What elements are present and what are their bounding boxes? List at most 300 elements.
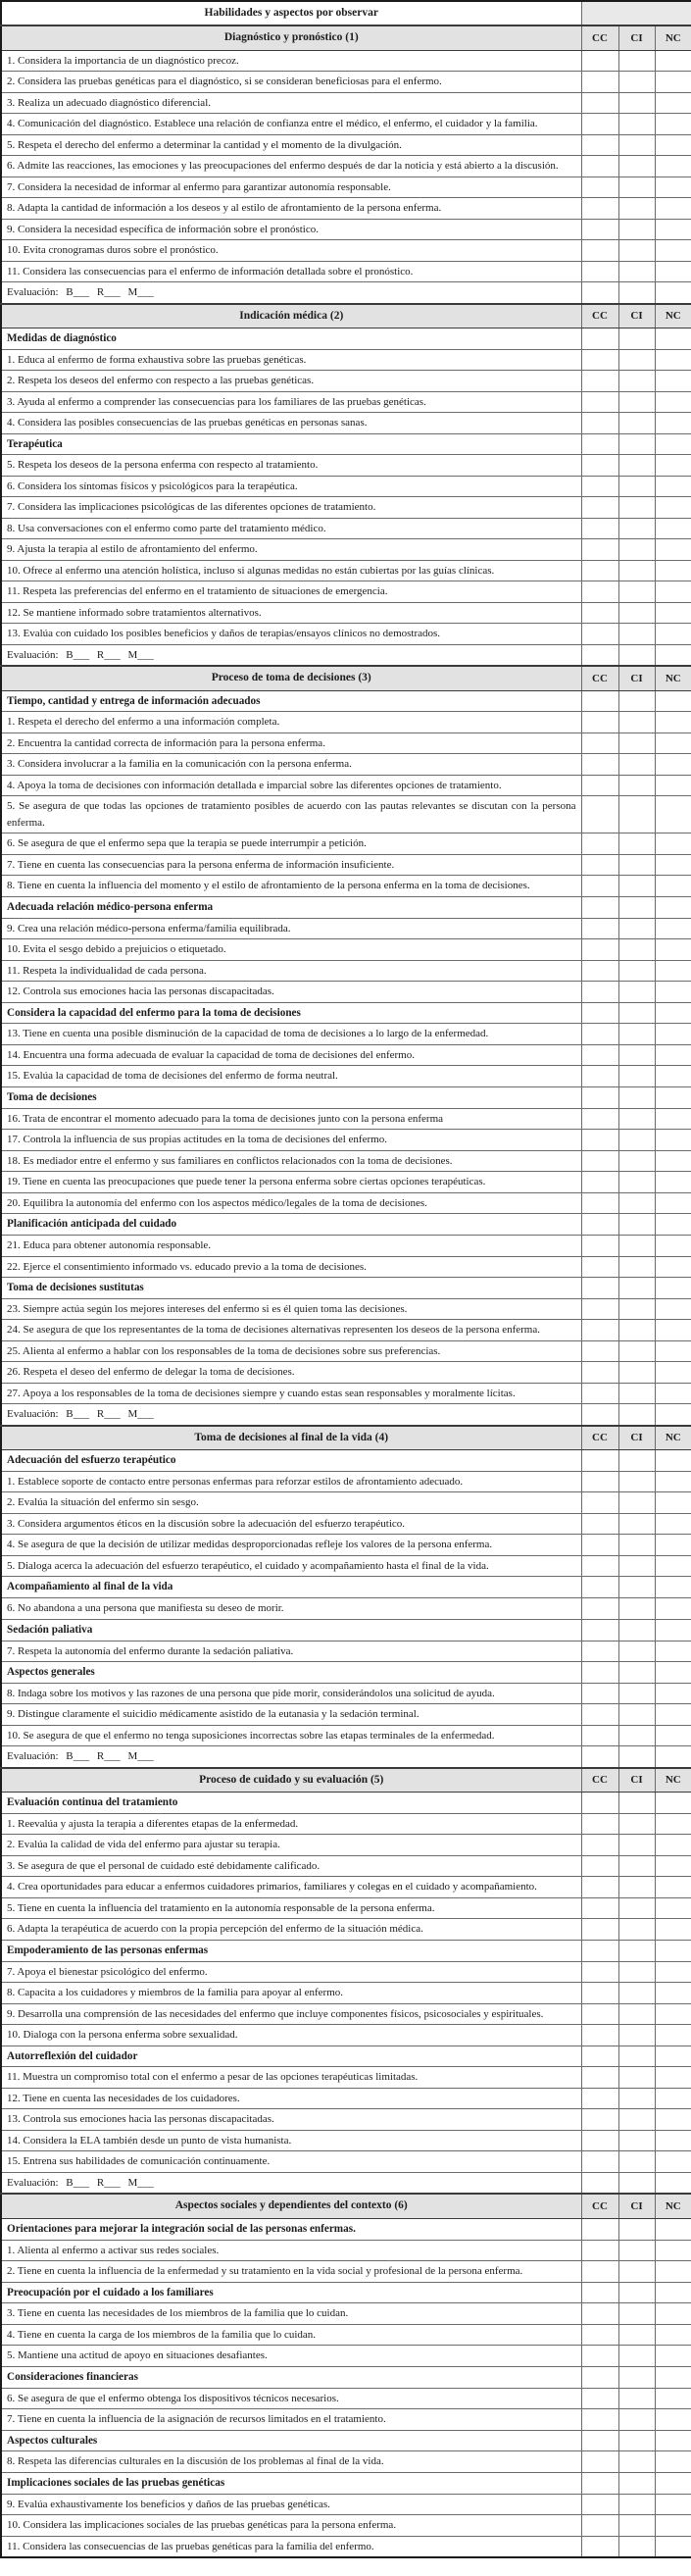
subheader-row [1,1619,691,1641]
item-text: 5. Tiene en cuenta la influencia del tratamiento en la autonomía responsable de la persona enferma. [1,1897,581,1919]
check-cell-ci [618,2536,655,2557]
section-title: Diagnóstico y pronóstico (1) [1,25,581,50]
item-row [1,1641,691,1662]
check-cell-nc [655,198,691,220]
item-text: 3. Se asegura de que el personal de cuidado esté debidamente calificado. [1,1855,581,1877]
check-cell-ci [618,1940,655,1961]
item-row [1,2130,691,2151]
check-cell-nc [655,918,691,939]
check-cell-ci [618,1793,655,1814]
check-cell-ci [618,518,655,539]
check-cell-cc [581,1555,618,1577]
check-cell-ci [618,581,655,603]
check-cell-nc [655,644,691,666]
check-cell-nc [655,1236,691,1257]
check-cell-ci [618,918,655,939]
column-header-ci: CI [618,25,655,50]
check-cell-ci [618,1130,655,1151]
item-row [1,1919,691,1941]
table-title-row [1,1,691,25]
item-row [1,712,691,733]
item-row [1,1320,691,1341]
check-cell-nc [655,134,691,156]
item-text: 6. Admite las reacciones, las emociones y las preocupaciones del enfermo después de dar la noticia y está abierto a la discusión. [1,156,581,177]
check-cell-cc [581,644,618,666]
item-row [1,2261,691,2283]
check-cell-nc [655,1362,691,1384]
check-cell-ci [618,2324,655,2346]
check-cell-ci [618,177,655,198]
section-title: Indicación médica (2) [1,304,581,328]
column-header-cc: CC [581,666,618,690]
check-cell-ci [618,712,655,733]
subheader-text: Sedación paliativa [1,1619,581,1641]
check-cell-nc [655,1130,691,1151]
item-row [1,497,691,519]
item-text: 8. Tiene en cuenta la influencia del momento y el estilo de afrontamiento de la persona enferma en la toma de decisiones. [1,876,581,897]
section-title: Aspectos sociales y dependientes del contexto (6) [1,2194,581,2218]
check-cell-ci [618,2409,655,2431]
item-row [1,581,691,603]
check-cell-ci [618,349,655,371]
check-cell-ci [618,1320,655,1341]
check-cell-nc [655,518,691,539]
check-cell-cc [581,2218,618,2240]
check-cell-ci [618,2151,655,2173]
check-cell-nc [655,1704,691,1726]
check-cell-cc [581,1172,618,1193]
column-header-ci: CI [618,1768,655,1793]
item-row [1,982,691,1003]
column-header-cc: CC [581,1768,618,1793]
check-cell-ci [618,796,655,833]
subheader-text: Toma de decisiones [1,1086,581,1108]
check-cell-nc [655,960,691,982]
item-text: 10. Dialoga con la persona enferma sobre sexualidad. [1,2025,581,2046]
subheader-row [1,690,691,712]
check-cell-nc [655,2409,691,2431]
checklist-body [1,1,691,2557]
check-cell-cc [581,114,618,135]
item-row [1,560,691,581]
column-header-nc: NC [655,25,691,50]
item-text: 23. Siempre actúa según los mejores intereses del enfermo si es él quien toma las decisiones. [1,1298,581,1320]
subheader-text: Adecuación del esfuerzo terapéutico [1,1450,581,1472]
check-cell-ci [618,2046,655,2067]
evaluation-row [1,2172,691,2194]
item-text: 6. Adapta la terapéutica de acuerdo con la propia percepción del enfermo de la situación médica. [1,1919,581,1941]
item-row [1,114,691,135]
evaluation-label: Evaluación: B___ R___ M___ [1,1746,581,1768]
check-cell-cc [581,240,618,262]
check-cell-cc [581,1577,618,1598]
check-cell-nc [655,261,691,282]
item-text: 3. Ayuda al enfermo a comprender las consecuencias para los familiares de las pruebas genéticas. [1,391,581,413]
check-cell-cc [581,939,618,961]
column-header-nc: NC [655,304,691,328]
check-cell-nc [655,539,691,561]
item-row [1,918,691,939]
item-row [1,1024,691,1045]
check-cell-cc [581,1214,618,1236]
check-cell-ci [618,2346,655,2367]
item-row [1,1192,691,1214]
check-cell-nc [655,156,691,177]
check-cell-cc [581,1362,618,1384]
check-cell-nc [655,282,691,304]
evaluation-row [1,282,691,304]
check-cell-ci [618,1513,655,1535]
check-cell-cc [581,1940,618,1961]
check-cell-nc [655,1513,691,1535]
item-text: 15. Evalúa la capacidad de toma de decisiones del enfermo de forma neutral. [1,1066,581,1087]
column-header-ci: CI [618,1426,655,1450]
item-text: 4. Considera las posibles consecuencias de las pruebas genéticas en personas sanas. [1,413,581,434]
evaluation-label: Evaluación: B___ R___ M___ [1,644,581,666]
check-cell-cc [581,1236,618,1257]
evaluation-label: Evaluación: B___ R___ M___ [1,1404,581,1426]
item-row [1,1150,691,1172]
item-text: 19. Tiene en cuenta las preocupaciones que puede tener la persona enferma sobre ciertas opciones terapéuticas. [1,1172,581,1193]
column-header-cc: CC [581,304,618,328]
check-cell-nc [655,2067,691,2089]
check-cell-cc [581,1662,618,1684]
check-cell-nc [655,2172,691,2194]
table-title-spacer [581,1,691,25]
item-text: 1. Reevalúa y ajusta la terapia a diferentes etapas de la enfermedad. [1,1813,581,1835]
check-cell-cc [581,261,618,282]
check-cell-nc [655,2088,691,2109]
check-cell-ci [618,982,655,1003]
check-cell-cc [581,391,618,413]
item-row [1,156,691,177]
item-text: 5. Respeta los deseos de la persona enferma con respecto al tratamiento. [1,455,581,477]
check-cell-nc [655,2472,691,2494]
check-cell-nc [655,1961,691,1983]
subheader-row [1,1450,691,1472]
item-row [1,1340,691,1362]
item-row [1,602,691,624]
item-text: 7. Tiene en cuenta la influencia de la asignación de recursos limitados en el tratamiento. [1,2409,581,2431]
check-cell-cc [581,2130,618,2151]
check-cell-nc [655,1555,691,1577]
column-header-cc: CC [581,1426,618,1450]
check-cell-ci [618,134,655,156]
check-cell-nc [655,1044,691,1066]
check-cell-nc [655,690,691,712]
check-cell-ci [618,2067,655,2089]
section-title: Toma de decisiones al final de la vida (4) [1,1426,581,1450]
item-row [1,1598,691,1620]
check-cell-ci [618,1404,655,1426]
check-cell-ci [618,2240,655,2261]
check-cell-nc [655,1683,691,1704]
item-row [1,775,691,796]
check-cell-nc [655,1535,691,1556]
check-cell-cc [581,1256,618,1278]
check-cell-ci [618,156,655,177]
check-cell-nc [655,2218,691,2240]
item-row [1,2324,691,2346]
item-row [1,2346,691,2367]
item-row [1,50,691,72]
check-cell-nc [655,1940,691,1961]
item-row [1,92,691,114]
check-cell-ci [618,1598,655,1620]
check-cell-cc [581,1450,618,1472]
subheader-text: Planificación anticipada del cuidado [1,1214,581,1236]
check-cell-cc [581,2003,618,2025]
item-row [1,1704,691,1726]
check-cell-cc [581,72,618,93]
item-row [1,1298,691,1320]
check-cell-ci [618,2303,655,2325]
item-text: 11. Muestra un compromiso total con el enfermo a pesar de las opciones terapéuticas limitadas. [1,2067,581,2089]
check-cell-nc [655,1150,691,1172]
item-row [1,1877,691,1898]
item-text: 14. Considera la ELA también desde un punto de vista humanista. [1,2130,581,2151]
check-cell-cc [581,198,618,220]
check-cell-nc [655,624,691,645]
item-text: 9. Considera la necesidad específica de información sobre el pronóstico. [1,219,581,240]
check-cell-nc [655,939,691,961]
check-cell-ci [618,833,655,855]
section-header-row [1,2194,691,2218]
check-cell-ci [618,1471,655,1492]
check-cell-cc [581,1002,618,1024]
check-cell-cc [581,2088,618,2109]
check-cell-cc [581,1066,618,1087]
check-cell-cc [581,2261,618,2283]
check-cell-cc [581,50,618,72]
check-cell-cc [581,328,618,349]
check-cell-ci [618,690,655,712]
item-row [1,876,691,897]
check-cell-cc [581,219,618,240]
check-cell-ci [618,1236,655,1257]
check-cell-nc [655,1471,691,1492]
check-cell-ci [618,2494,655,2515]
check-cell-ci [618,1641,655,1662]
section-header-row [1,304,691,328]
item-text: 5. Respeta el derecho del enfermo a determinar la cantidad y el momento de la divulgación. [1,134,581,156]
check-cell-ci [618,1877,655,1898]
check-cell-ci [618,1855,655,1877]
check-cell-cc [581,854,618,876]
item-text: 26. Respeta el deseo del enfermo de delegar la toma de decisiones. [1,1362,581,1384]
check-cell-ci [618,896,655,918]
check-cell-nc [655,2151,691,2173]
check-cell-ci [618,754,655,776]
item-text: 2. Evalúa la calidad de vida del enfermo para ajustar su terapia. [1,1835,581,1856]
check-cell-nc [655,602,691,624]
check-cell-ci [618,1066,655,1087]
check-cell-cc [581,896,618,918]
item-text: 4. Comunicación del diagnóstico. Establece una relación de confianza entre el médico, el enfermo, el cuidador y la familia. [1,114,581,135]
check-cell-ci [618,1746,655,1768]
check-cell-cc [581,1746,618,1768]
check-cell-ci [618,328,655,349]
check-cell-nc [655,1340,691,1362]
check-cell-nc [655,581,691,603]
check-cell-cc [581,1513,618,1535]
check-cell-nc [655,2240,691,2261]
item-text: 7. Considera la necesidad de informar al enfermo para garantizar autonomía responsable. [1,177,581,198]
check-cell-nc [655,1897,691,1919]
item-text: 4. Apoya la toma de decisiones con información detallada e imparcial sobre las diferentes opciones de tratamiento. [1,775,581,796]
evaluation-label: Evaluación: B___ R___ M___ [1,282,581,304]
check-cell-cc [581,433,618,455]
item-row [1,1256,691,1278]
check-cell-cc [581,1340,618,1362]
item-row [1,1535,691,1556]
subheader-text: Orientaciones para mejorar la integración social de las personas enfermas. [1,2218,581,2240]
item-text: 27. Apoya a los responsables de la toma de decisiones siempre y cuando estas sean responsables y moralmente lícitas. [1,1383,581,1404]
check-cell-nc [655,1320,691,1341]
check-cell-nc [655,1298,691,1320]
item-row [1,2388,691,2409]
section-header-row [1,666,691,690]
check-cell-cc [581,413,618,434]
check-cell-cc [581,92,618,114]
item-text: 8. Usa conversaciones con el enfermo como parte del tratamiento médico. [1,518,581,539]
check-cell-ci [618,2088,655,2109]
item-row [1,177,691,198]
check-cell-nc [655,754,691,776]
item-row [1,1513,691,1535]
item-text: 1. Alienta al enfermo a activar sus redes sociales. [1,2240,581,2261]
item-row [1,1044,691,1066]
check-cell-ci [618,1662,655,1684]
check-cell-ci [618,1214,655,1236]
item-text: 13. Controla sus emociones hacia las personas discapacitadas. [1,2109,581,2131]
check-cell-nc [655,896,691,918]
check-cell-cc [581,2282,618,2303]
check-cell-ci [618,1108,655,1130]
check-cell-cc [581,1793,618,1814]
item-text: 13. Evalúa con cuidado los posibles beneficios y daños de terapias/ensayos clínicos no demostrados. [1,624,581,645]
check-cell-cc [581,134,618,156]
check-cell-nc [655,1002,691,1024]
check-cell-nc [655,1877,691,1898]
check-cell-ci [618,114,655,135]
check-cell-cc [581,2536,618,2557]
check-cell-ci [618,1086,655,1108]
check-cell-cc [581,1855,618,1877]
check-cell-nc [655,433,691,455]
item-text: 18. Es mediador entre el enfermo y sus familiares en conflictos relacionados con la toma de decisiones. [1,1150,581,1172]
item-row [1,476,691,497]
check-cell-cc [581,1320,618,1341]
item-row [1,732,691,754]
item-text: 4. Crea oportunidades para educar a enfermos cuidadores primarios, familiares y colegas en el cuidado y acompañamiento. [1,1877,581,1898]
check-cell-nc [655,1725,691,1746]
item-text: 13. Tiene en cuenta una posible disminución de la capacidad de toma de decisiones a lo largo de la enfermedad. [1,1024,581,1045]
item-text: 22. Ejerce el consentimiento informado vs. educado previo a la toma de decisiones. [1,1256,581,1278]
subheader-text: Aspectos generales [1,1662,581,1684]
check-cell-cc [581,2172,618,2194]
item-row [1,261,691,282]
subheader-text: Medidas de diagnóstico [1,328,581,349]
check-cell-ci [618,1340,655,1362]
section-header-row [1,1426,691,1450]
item-text: 3. Tiene en cuenta las necesidades de los miembros de la familia que lo cuidan. [1,2303,581,2325]
check-cell-cc [581,2388,618,2409]
check-cell-nc [655,349,691,371]
item-row [1,960,691,982]
check-cell-cc [581,1619,618,1641]
check-cell-nc [655,2346,691,2367]
check-cell-cc [581,560,618,581]
item-row [1,1983,691,2004]
check-cell-nc [655,177,691,198]
item-row [1,939,691,961]
check-cell-nc [655,2046,691,2067]
subheader-row [1,2046,691,2067]
check-cell-ci [618,198,655,220]
check-cell-nc [655,2494,691,2515]
check-cell-cc [581,1150,618,1172]
check-cell-nc [655,796,691,833]
check-cell-cc [581,282,618,304]
subheader-row [1,1278,691,1299]
item-text: 9. Desarrolla una comprensión de las necesidades del enfermo que incluye componentes físicos, psicosociales y espirituales. [1,2003,581,2025]
check-cell-nc [655,1793,691,1814]
check-cell-cc [581,156,618,177]
check-cell-ci [618,1961,655,1983]
check-cell-nc [655,1492,691,1514]
check-cell-ci [618,50,655,72]
check-cell-cc [581,581,618,603]
check-cell-nc [655,982,691,1003]
item-row [1,1383,691,1404]
subheader-text: Autorreflexión del cuidador [1,2046,581,2067]
check-cell-ci [618,1555,655,1577]
check-cell-ci [618,1619,655,1641]
check-cell-nc [655,1813,691,1835]
subheader-text: Evaluación continua del tratamiento [1,1793,581,1814]
evaluation-row [1,1404,691,1426]
check-cell-cc [581,1813,618,1835]
item-row [1,1130,691,1151]
subheader-text: Toma de decisiones sustitutas [1,1278,581,1299]
evaluation-label: Evaluación: B___ R___ M___ [1,2172,581,2194]
check-cell-cc [581,518,618,539]
check-cell-ci [618,1256,655,1278]
check-cell-ci [618,371,655,392]
check-cell-ci [618,2430,655,2451]
item-row [1,1471,691,1492]
item-row [1,854,691,876]
item-text: 1. Educa al enfermo de forma exhaustiva sobre las pruebas genéticas. [1,349,581,371]
item-text: 11. Considera las consecuencias para el enfermo de información detallada sobre el pronóstico. [1,261,581,282]
subheader-text: Preocupación por el cuidado a los familiares [1,2282,581,2303]
check-cell-cc [581,2430,618,2451]
item-text: 1. Considera la importancia de un diagnóstico precoz. [1,50,581,72]
check-cell-ci [618,1362,655,1384]
item-row [1,2409,691,2431]
check-cell-ci [618,1983,655,2004]
item-row [1,2025,691,2046]
check-cell-nc [655,1619,691,1641]
item-text: 3. Considera involucrar a la familia en la comunicación con la persona enferma. [1,754,581,776]
check-cell-cc [581,1725,618,1746]
evaluation-row [1,644,691,666]
check-cell-ci [618,2025,655,2046]
subheader-row [1,1577,691,1598]
check-cell-cc [581,2346,618,2367]
item-text: 6. Se asegura de que el enfermo obtenga los dispositivos técnicos necesarios. [1,2388,581,2409]
